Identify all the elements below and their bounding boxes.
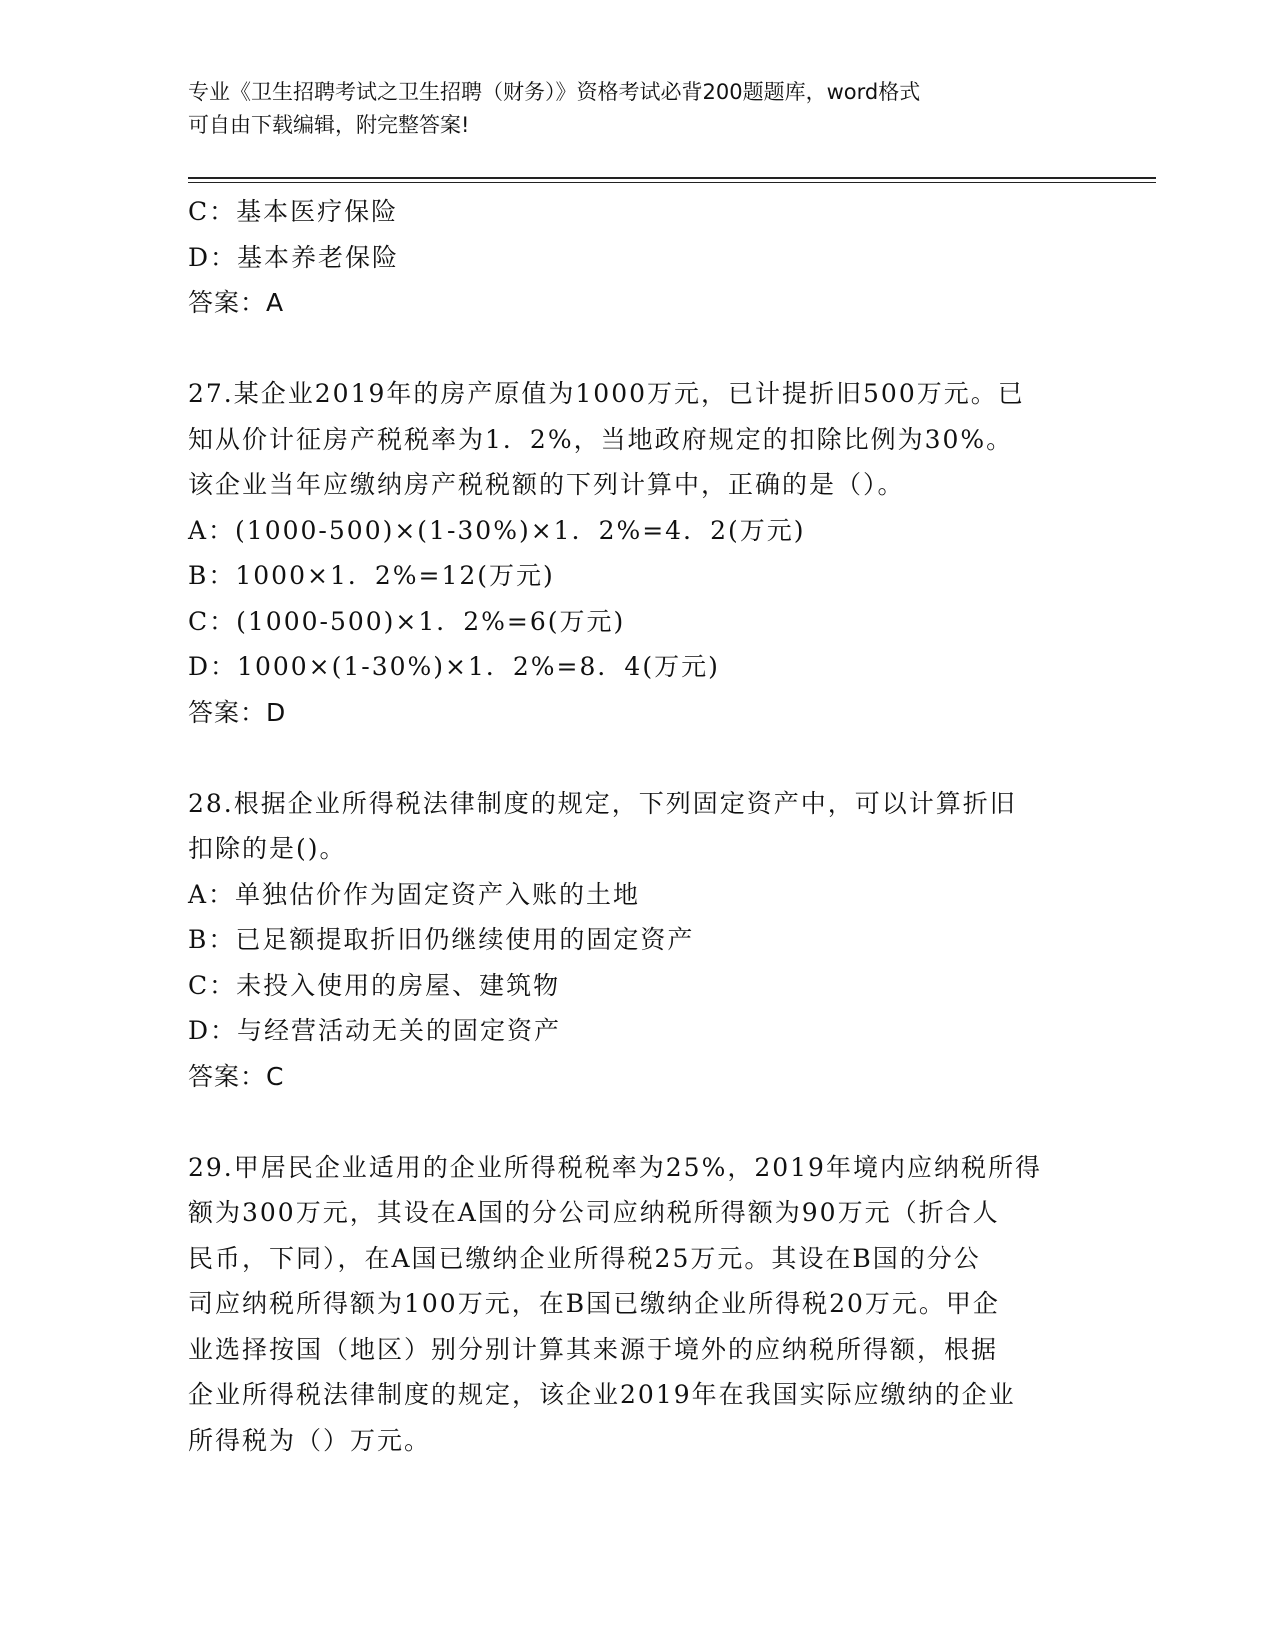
option-c: C：(1000-500)×1．2%=6(万元) — [188, 606, 626, 636]
header-line-1: 专业《卫生招聘考试之卫生招聘（财务）》资格考试必背200题题库，word格式 — [188, 80, 921, 104]
question-26-tail — [188, 189, 1088, 326]
option-a: A：单独估价作为固定资产入账的土地 — [188, 879, 641, 909]
option-b: B：已足额提取折旧仍继续使用的固定资产 — [188, 925, 695, 954]
question-28 — [188, 781, 1088, 1100]
option-a: A：(1000-500)×(1-30%)×1．2%=4．2(万元) — [188, 515, 806, 545]
question-text-line: 扣除的是()。 — [188, 834, 347, 863]
option-b: B：1000×1．2%=12(万元) — [188, 561, 555, 590]
question-text-line: 28.根据企业所得税法律制度的规定，下列固定资产中，可以计算折旧 — [188, 788, 1017, 818]
document-header — [188, 76, 1088, 142]
document-body — [188, 189, 1088, 1463]
option-d: D：基本养老保险 — [188, 242, 400, 272]
question-text-line: 司应纳税所得额为100万元，在B国已缴纳企业所得税20万元。甲企 — [188, 1289, 1000, 1318]
question-29 — [188, 1145, 1088, 1464]
spacer — [188, 1099, 1088, 1145]
header-line-2: 可自由下载编辑，附完整答案! — [188, 113, 470, 137]
question-text-line: 知从价计征房产税税率为1．2%，当地政府规定的扣除比例为30%。 — [188, 424, 1014, 454]
option-d: D：与经营活动无关的固定资产 — [188, 1016, 562, 1045]
header-rule-thick — [188, 177, 1156, 179]
option-c: C：基本医疗保险 — [188, 197, 399, 226]
header-rule-thin — [188, 182, 1156, 183]
question-text-line: 业选择按国（地区）别分别计算其来源于境外的应纳税所得额，根据 — [188, 1334, 999, 1364]
question-text-line: 民币，下同），在A国已缴纳企业所得税25万元。其设在B国的分公 — [188, 1243, 981, 1273]
question-text-line: 所得税为（）万元。 — [188, 1425, 432, 1455]
option-d: D：1000×(1-30%)×1．2%=8．4(万元) — [188, 652, 720, 681]
question-text-line: 该企业当年应缴纳房产税税额的下列计算中，正确的是（）。 — [188, 470, 905, 499]
spacer — [188, 326, 1088, 372]
question-text-line: 29.甲居民企业适用的企业所得税税率为25%，2019年境内应纳税所得 — [188, 1152, 1042, 1182]
answer: 答案：D — [188, 697, 287, 727]
question-text-line: 27.某企业2019年的房产原值为1000万元，已计提折旧500万元。已 — [188, 379, 1025, 408]
question-text-line: 额为300万元，其设在A国的分公司应纳税所得额为90万元（折合人 — [188, 1198, 1000, 1227]
spacer — [188, 735, 1088, 781]
question-text-line: 企业所得税法律制度的规定，该企业2019年在我国实际应缴纳的企业 — [188, 1380, 1016, 1409]
option-c: C：未投入使用的房屋、建筑物 — [188, 970, 561, 1000]
question-27 — [188, 371, 1088, 735]
answer: 答案：C — [188, 1061, 285, 1091]
answer: 答案：A — [188, 288, 285, 317]
